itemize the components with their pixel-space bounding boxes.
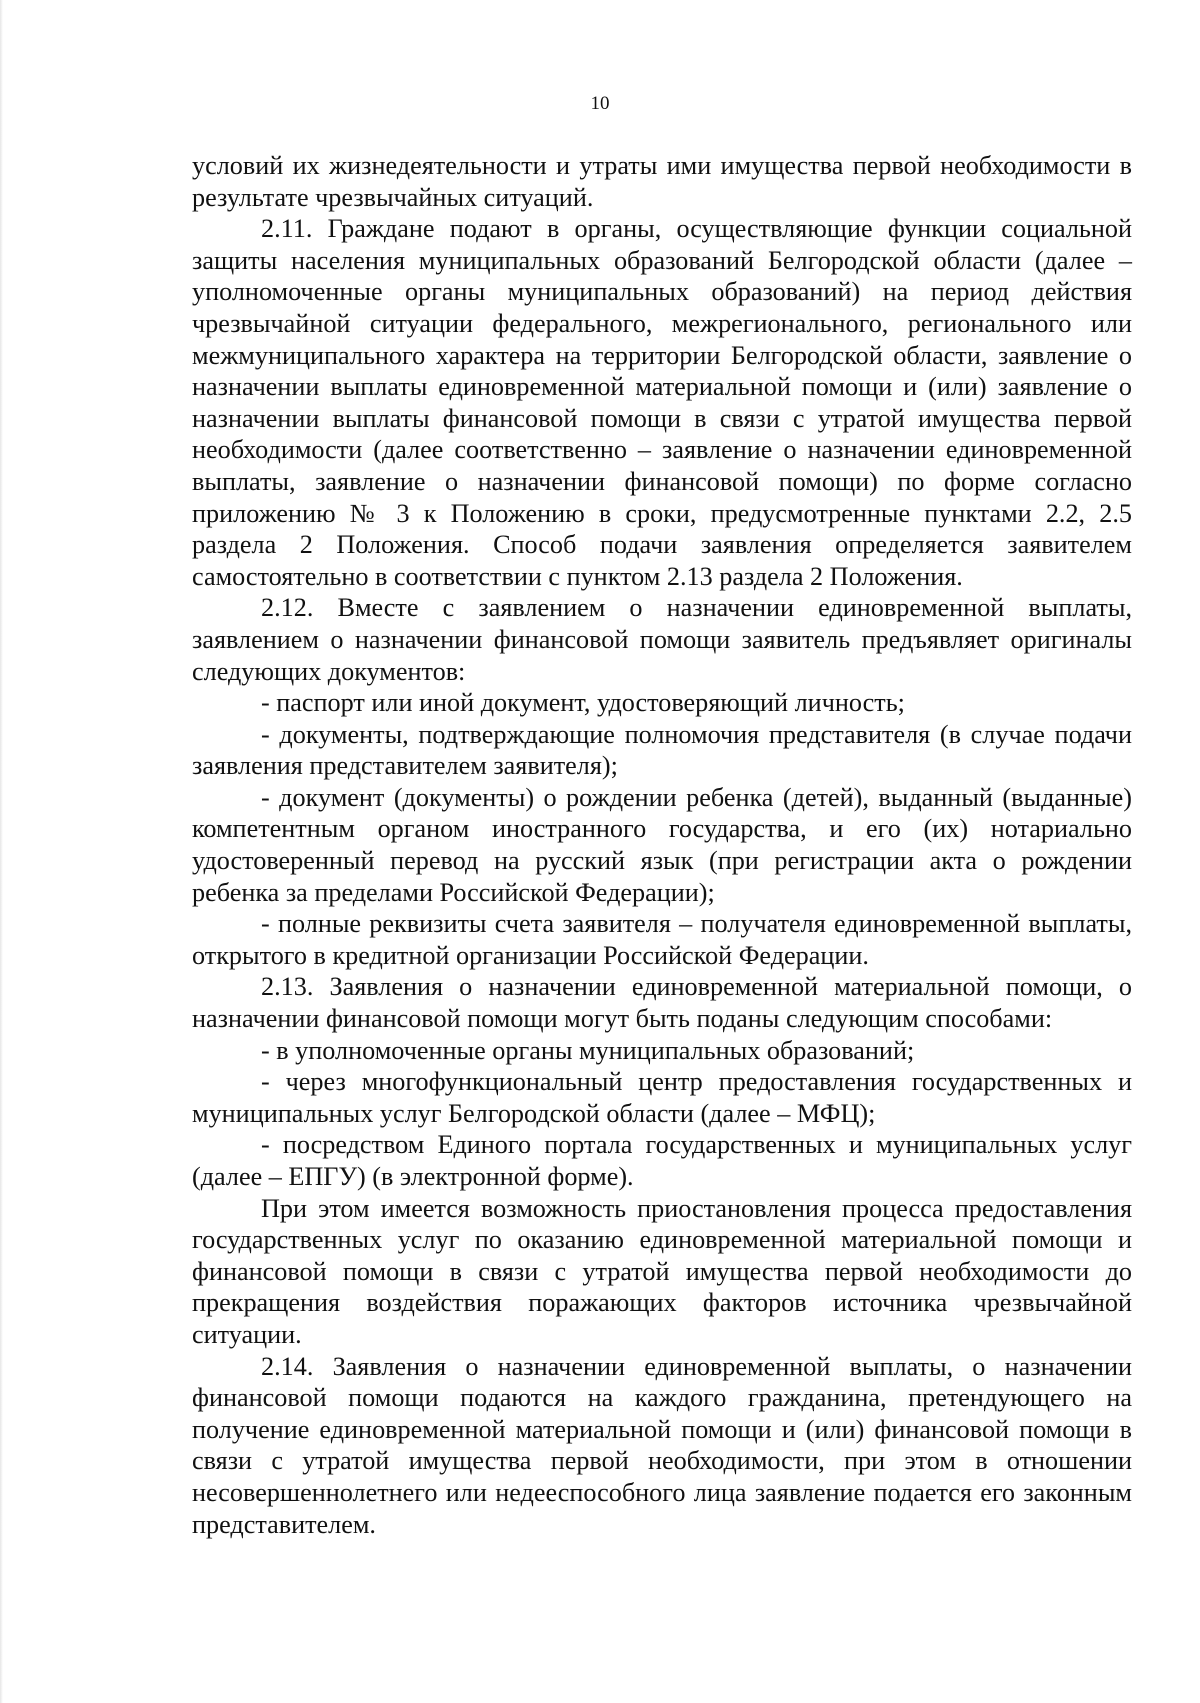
paragraph-2-11: 2.11. Граждане подают в органы, осуществляющие функции социальной защиты населения муниципальных образований Белгородской области (далее – уполномоченные органы муниципальных образований) на период действия чрезвычайной ситуации федерального, межрегионального, регионального или межмуниципального характера на территории Белгородской области, заявление о назначении выплаты единовременной материальной помощи и (или) заявление о назначении выплаты финансовой помощи в связи с утратой имущества первой необходимости (далее соответственно – заявление о назначении единовременной выплаты, заявление о назначении финансовой помощи) по форме согласно приложению № 3 к Положению в сроки, предусмотренные пунктами 2.2, 2.5 раздела 2 Положения. Способ подачи заявления определяется заявителем самостоятельно в соответствии с пунктом 2.13 раздела 2 Положения. <box>192 214 1132 591</box>
list-item-epgu: - посредством Единого портала государственных и муниципальных услуг (далее – ЕПГУ) (в электронной форме). <box>192 1130 1132 1191</box>
list-item-representative-documents: - документы, подтверждающие полномочия представителя (в случае подачи заявления представителем заявителя); <box>192 719 1132 781</box>
paragraph-2-14: 2.14. Заявления о назначении единовременной выплаты, о назначении финансовой помощи подаются на каждого гражданина, претендующего на получение единовременной материальной помощи и (или) финансовой помощи в связи с утратой имущества первой необходимости, при этом в отношении несовершеннолетнего или недееспособного лица заявление подается его законным представителем. <box>192 1351 1132 1539</box>
paragraph-2-13: 2.13. Заявления о назначении единовременной материальной помощи, о назначении финансовой помощи могут быть поданы следующим способами: <box>192 972 1132 1034</box>
document-body <box>192 150 1132 1540</box>
paragraph-suspension-note: При этом имеется возможность приостановления процесса предоставления государственных услуг по оказанию единовременной материальной помощи и финансовой помощи в связи с утратой имущества первой необходимости до прекращения воздействия поражающих факторов источника чрезвычайной ситуации. <box>192 1193 1132 1349</box>
list-item-mfc: - через многофункциональный центр предоставления государственных и муниципальных услуг Белгородской области (далее – МФЦ); <box>192 1067 1132 1128</box>
paragraph-2-12: 2.12. Вместе с заявлением о назначении единовременной выплаты, заявлением о назначении финансовой помощи заявитель предъявляет оригиналы следующих документов: <box>192 593 1132 686</box>
paragraph-continuation: условий их жизнедеятельности и утраты ими имущества первой необходимости в результате чрезвычайных ситуаций. <box>192 151 1132 212</box>
list-item-authorized-bodies: - в уполномоченные органы муниципальных образований; <box>261 1035 915 1065</box>
list-item-account-details: - полные реквизиты счета заявителя – получателя единовременной выплаты, открытого в кредитной организации Российской Федерации. <box>192 909 1132 970</box>
list-item-passport: - паспорт или иной документ, удостоверяющий личность; <box>261 688 905 718</box>
page-number: 10 <box>590 93 610 114</box>
scan-edge-shadow <box>0 0 3 1703</box>
list-item-birth-documents: - документ (документы) о рождении ребенка (детей), выданный (выданные) компетентным органом иностранного государства, и его (их) нотариально удостоверенный перевод на русский язык (при регистрации акта о рождении ребенка за пределами Российской Федерации); <box>192 782 1132 907</box>
